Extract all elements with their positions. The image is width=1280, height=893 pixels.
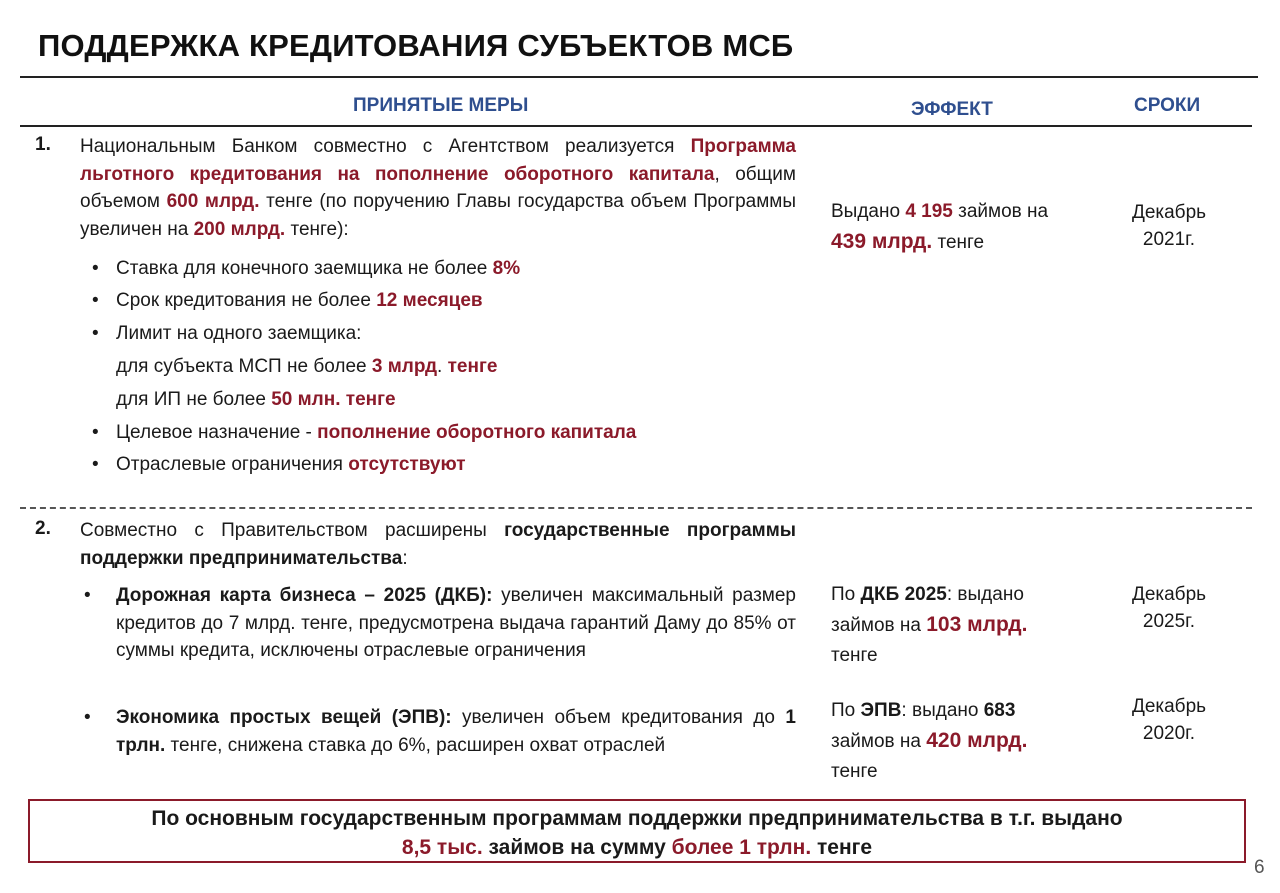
bullet-icon: • [84, 707, 91, 728]
effect-highlight: 103 млрд. [926, 613, 1028, 636]
column-header-measures: ПРИНЯТЫЕ МЕРЫ [353, 95, 529, 116]
term-year: 2020г. [1142, 723, 1196, 744]
list-item [92, 451, 466, 478]
list-item-text [116, 704, 796, 759]
section2-intro [80, 517, 796, 572]
effect-text: тенге [831, 645, 878, 666]
header-divider [20, 125, 1252, 127]
effect-text: : выдано [901, 700, 984, 721]
item-description: тенге, снижена ставка до 6%, расширен охват отраслей [165, 734, 666, 756]
effect-bold: ЭПВ [860, 700, 902, 721]
item-title: Экономика простых вещей (ЭПВ): [116, 707, 452, 728]
item-bold: 1 трлн. [116, 707, 796, 756]
list-item-text [116, 582, 796, 665]
effect-text: тенге [831, 761, 878, 782]
list-item [92, 255, 520, 282]
effect-cell [831, 197, 1071, 258]
term-year: 2025г. [1142, 611, 1196, 632]
bullet-highlight: пополнение оборотного капитала [317, 422, 637, 443]
effect-text: По [831, 700, 861, 721]
summary-box [28, 799, 1246, 863]
term-year: 2021г. [1142, 229, 1196, 250]
effect-highlight: 420 млрд. [926, 729, 1028, 752]
bullet-text: Лимит на одного заемщика: [116, 323, 362, 344]
program-increase: 200 млрд. [193, 218, 286, 240]
program-volume: 600 млрд. [166, 191, 260, 212]
intro-text: : [402, 547, 408, 569]
column-header-terms: СРОКИ [1134, 95, 1201, 116]
effect-text: займов на [952, 201, 1049, 222]
program-name: Программа льготного кредитования на пополнение оборотного капитала [80, 136, 796, 185]
limit-highlight: тенге [447, 356, 498, 377]
effect-text: тенге [932, 232, 985, 253]
section-number: 2. [35, 518, 51, 539]
intro-text: , общим объемом [80, 163, 796, 212]
limit-highlight: 3 млрд [371, 356, 438, 377]
effect-highlight: 439 млрд. [831, 230, 933, 253]
term-month: Декабрь [1131, 584, 1207, 605]
bullet-icon: • [92, 422, 99, 443]
limit-text: для ИП не более [116, 389, 272, 410]
bullet-icon: • [92, 258, 99, 279]
bullet-icon: • [92, 290, 99, 311]
effect-text: : выдано [946, 584, 1024, 605]
limit-highlight: 50 млн. тенге [271, 389, 396, 410]
effect-cell [831, 696, 1071, 787]
summary-text: тенге [811, 836, 873, 859]
section-number: 1. [35, 134, 51, 155]
term-cell [1110, 199, 1228, 253]
effect-cell [831, 580, 1071, 671]
page-number: 6 [1254, 857, 1265, 878]
summary-highlight: 8,5 тыс. [401, 836, 483, 859]
summary-text: займов на сумму [482, 836, 672, 859]
effect-bold: ДКБ 2025 [860, 584, 947, 605]
bullet-text: Срок кредитования не более [116, 290, 377, 311]
term-cell [1110, 693, 1228, 747]
list-item [92, 287, 483, 314]
page-title: ПОДДЕРЖКА КРЕДИТОВАНИЯ СУБЪЕКТОВ МСБ [38, 28, 794, 63]
summary-text: По основным государственным программам поддержки предпринимательства в т.г. выдано [151, 807, 1123, 830]
section1-intro [80, 133, 796, 243]
summary-highlight: более 1 трлн. [671, 836, 812, 859]
item-title: Дорожная карта бизнеса – 2025 (ДКБ): [116, 585, 493, 606]
intro-text: Национальным Банком совместно с Агентством реализуется [80, 136, 691, 157]
title-divider [20, 76, 1258, 78]
bullet-highlight: 8% [492, 258, 521, 279]
item-description: увеличен объем кредитования до [451, 707, 786, 728]
bullet-icon: • [92, 454, 99, 475]
bullet-icon: • [84, 585, 91, 606]
column-header-effect: ЭФФЕКТ [911, 99, 993, 120]
bullet-highlight: отсутствуют [348, 454, 466, 475]
limit-item [116, 353, 497, 380]
bullet-icon: • [92, 323, 99, 344]
limit-text: для субъекта МСП не более [116, 356, 372, 377]
intro-text: Совместно с Правительством расширены [80, 520, 505, 541]
list-item [92, 320, 361, 347]
limit-text: . [437, 356, 448, 377]
list-item [92, 419, 636, 446]
effect-text: займов на [831, 615, 927, 636]
intro-text: тенге (по поручению Главы государства объем Программы увеличен на [80, 191, 797, 240]
effect-highlight: 4 195 [905, 201, 953, 222]
limit-item [116, 386, 396, 413]
item-description: увеличен максимальный размер кредитов до 7 млрд. тенге, предусмотрена выдача гарантий Даму до 85% от суммы кредита, исключены отраслевые ограничения [116, 585, 796, 661]
intro-bold: государственные программы поддержки предпринимательства [80, 520, 796, 569]
term-month: Декабрь [1131, 696, 1207, 717]
effect-text: По [831, 584, 861, 605]
effect-bold: 683 [983, 700, 1016, 721]
bullet-highlight: 12 месяцев [376, 290, 483, 311]
effect-text: займов на [831, 731, 927, 752]
bullet-text: Целевое назначение - [116, 422, 318, 443]
bullet-text: Ставка для конечного заемщика не более [116, 258, 493, 279]
term-cell [1110, 581, 1228, 635]
bullet-text: Отраслевые ограничения [116, 454, 349, 475]
intro-text: тенге): [285, 218, 349, 240]
term-month: Декабрь [1131, 202, 1207, 223]
effect-text: Выдано [831, 201, 906, 222]
section-divider [20, 507, 1252, 509]
